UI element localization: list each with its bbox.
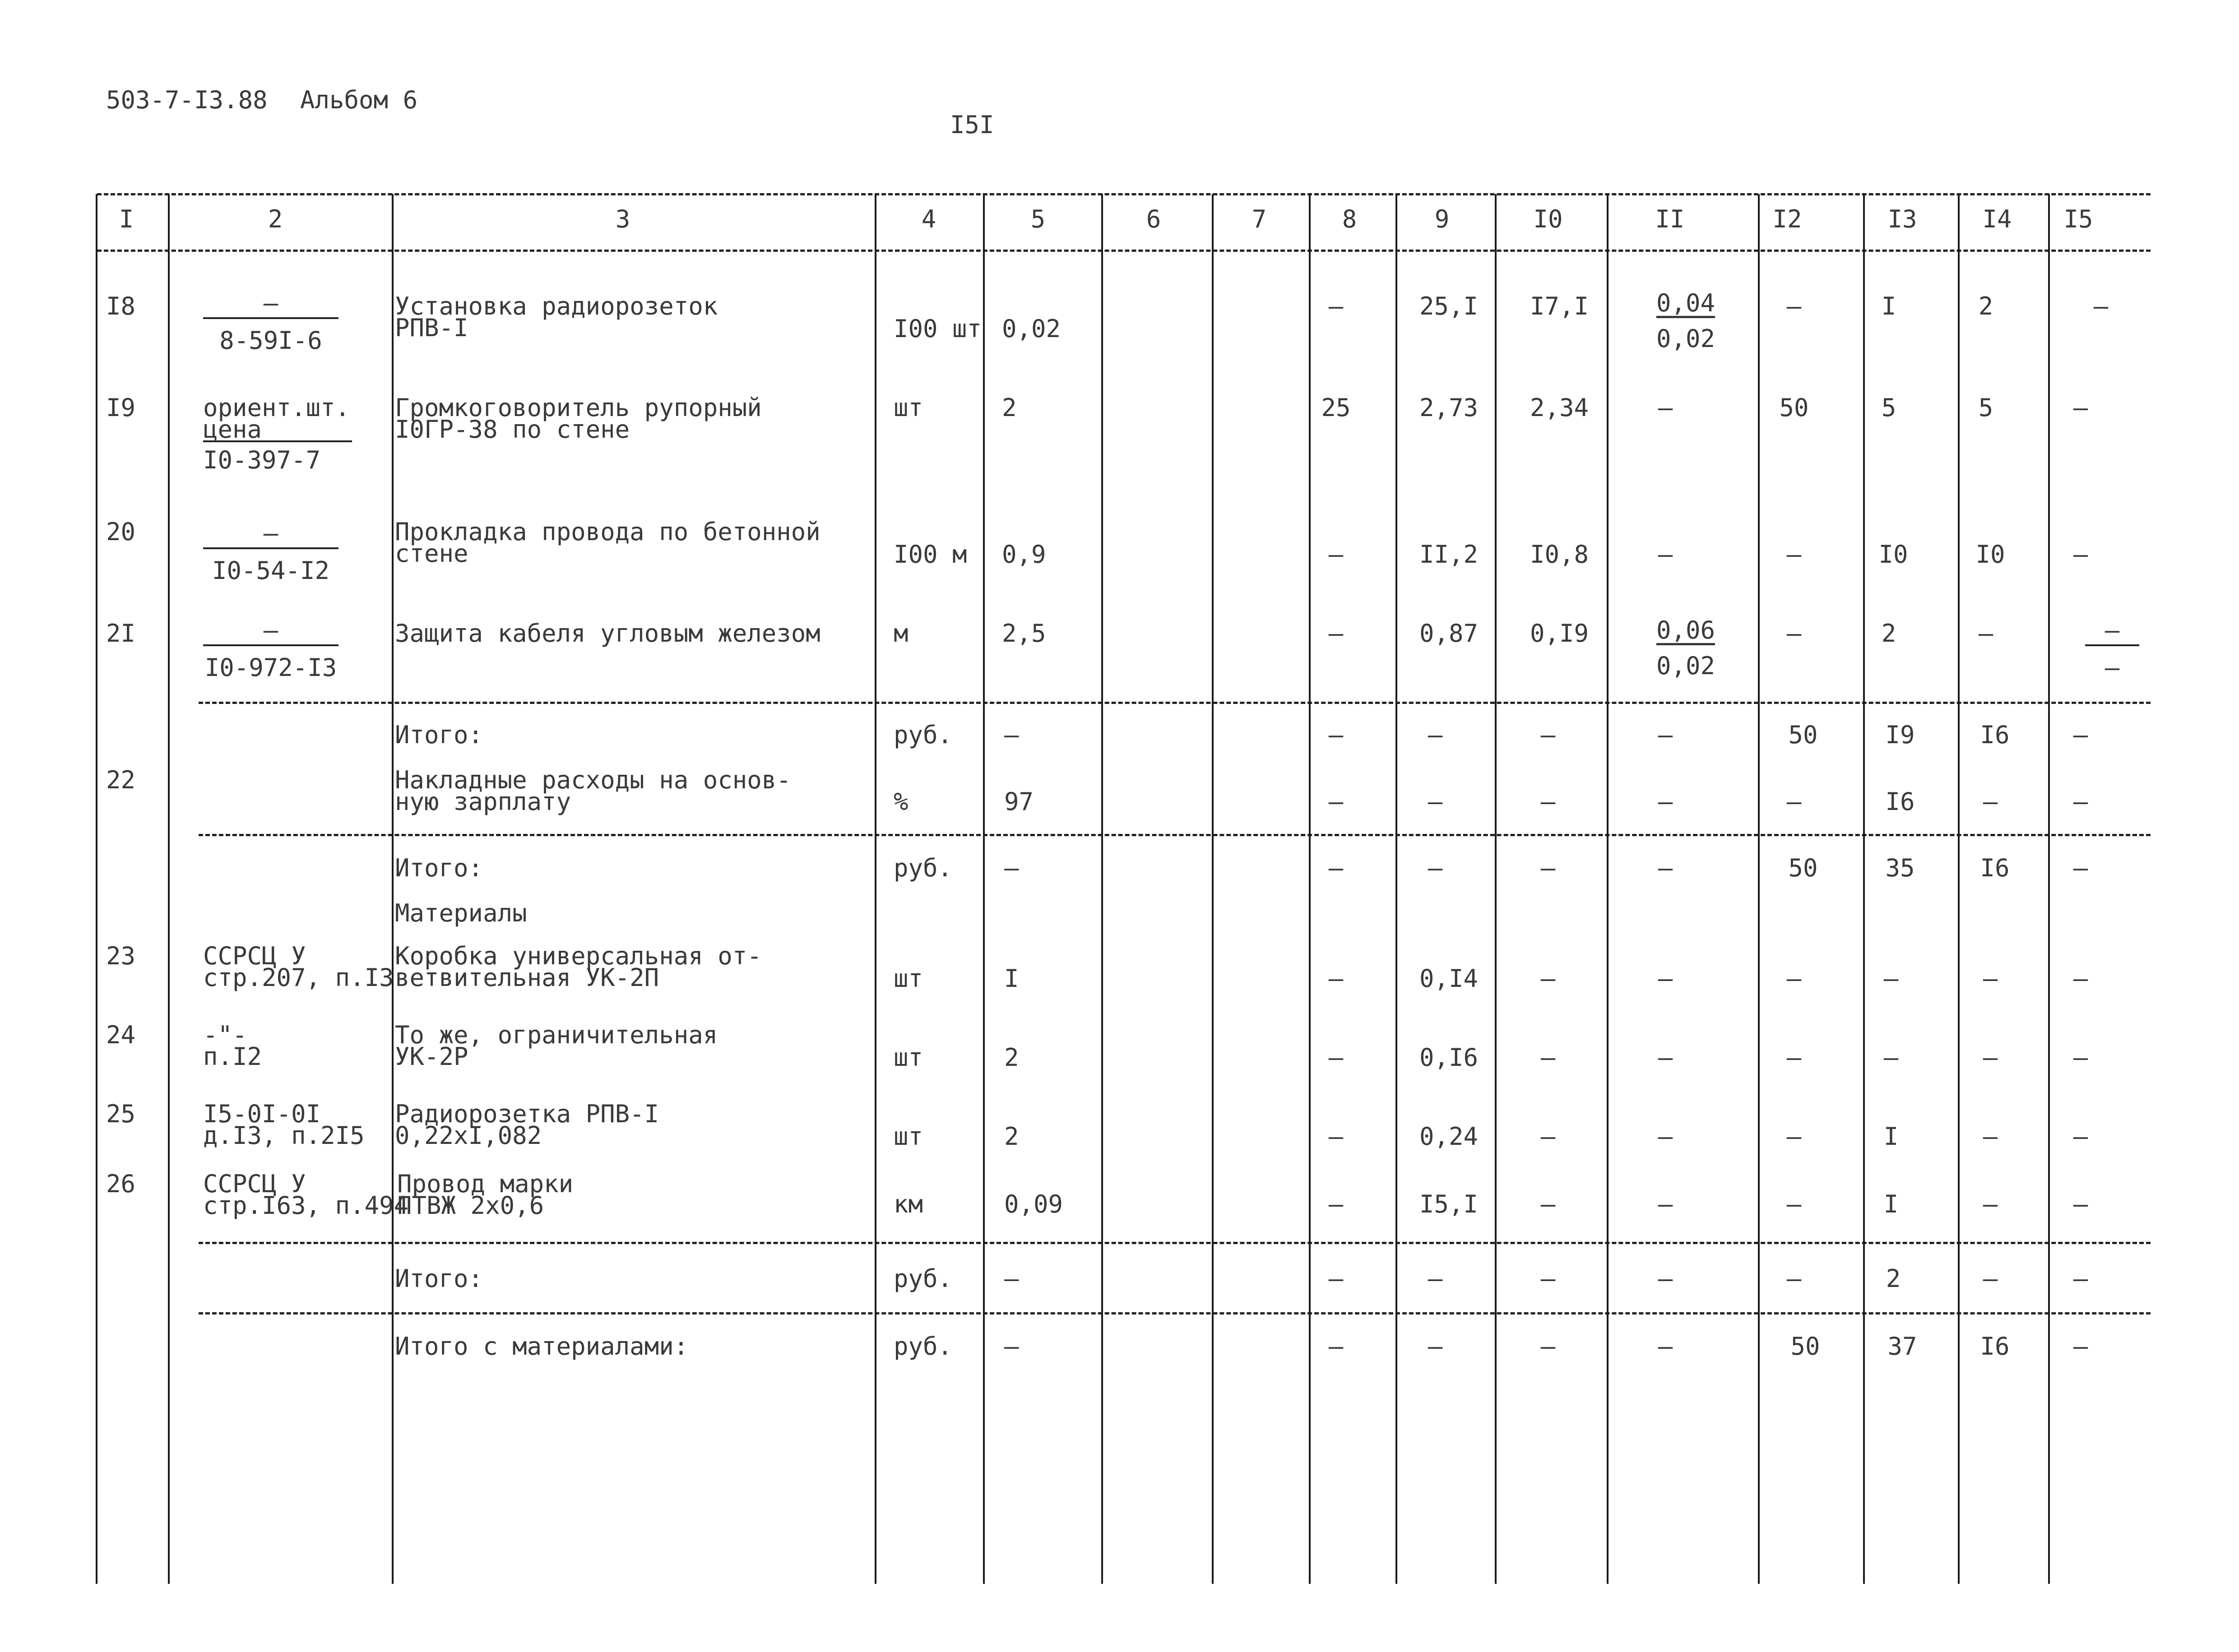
work-name-line: То же, ограничительная bbox=[395, 1021, 718, 1049]
work-name bbox=[397, 1170, 574, 1220]
reference-top: – bbox=[203, 519, 338, 549]
cell-13: – bbox=[1883, 964, 1899, 993]
work-name-line: ветвительная УК-2П bbox=[395, 963, 659, 992]
cell-13: I0 bbox=[1878, 540, 1908, 569]
cell-11: – bbox=[1658, 540, 1673, 569]
column-header: I0 bbox=[1533, 205, 1563, 233]
cell-10: – bbox=[1540, 1264, 1556, 1293]
reference-line: I0-397-7 bbox=[203, 446, 321, 474]
column-header: 3 bbox=[615, 205, 630, 233]
cell-9: 0,I4 bbox=[1419, 964, 1479, 993]
cell-8: – bbox=[1328, 540, 1344, 569]
cell-15: – bbox=[2073, 721, 2088, 749]
unit: руб. bbox=[894, 854, 953, 882]
header-separator bbox=[97, 250, 2151, 252]
reference-line: ССРСЦ У bbox=[203, 942, 306, 970]
quantity: 2 bbox=[1004, 1122, 1019, 1151]
row-number: 23 bbox=[106, 942, 136, 970]
cell-8: – bbox=[1328, 964, 1344, 993]
cell-14: – bbox=[1983, 1043, 1998, 1072]
reference-line: -"- bbox=[203, 1021, 247, 1049]
col-border bbox=[1607, 194, 1609, 1584]
work-name-line: ную зарплату bbox=[395, 787, 571, 816]
work-name-line: стене bbox=[395, 539, 468, 568]
work-name bbox=[395, 1021, 718, 1071]
unit: шт bbox=[894, 1122, 923, 1151]
reference-line: ССРСЦ У bbox=[203, 1170, 306, 1198]
cell-15: – bbox=[2073, 1264, 2088, 1293]
cell-11-bottom: 0,02 bbox=[1656, 652, 1715, 680]
cell-15: – bbox=[2073, 1043, 2088, 1072]
cell-14: I6 bbox=[1980, 1332, 2010, 1360]
col-border bbox=[96, 194, 97, 1584]
row-number: 26 bbox=[106, 1170, 136, 1198]
work-name bbox=[395, 518, 821, 568]
cell-11 bbox=[1656, 289, 1715, 353]
cell-9: – bbox=[1428, 721, 1443, 749]
reference-top: – bbox=[203, 616, 338, 646]
cell-9: – bbox=[1428, 1332, 1443, 1360]
cell-11 bbox=[1656, 616, 1715, 680]
work-name-line: 0,22хI,082 bbox=[395, 1121, 542, 1150]
column-header: 6 bbox=[1146, 205, 1161, 233]
cell-14: – bbox=[1983, 1190, 1998, 1218]
document-code: 503-7-I3.88 bbox=[106, 86, 268, 114]
quantity: 0,9 bbox=[1002, 540, 1046, 569]
cell-12: – bbox=[1786, 787, 1802, 816]
column-header: I5 bbox=[2063, 205, 2093, 233]
quantity: – bbox=[1004, 854, 1019, 882]
reference-bottom: I0-972-I3 bbox=[204, 653, 337, 682]
col-border bbox=[1395, 194, 1397, 1584]
work-name-line: Громкоговоритель рупорный bbox=[395, 393, 762, 422]
cell-8: – bbox=[1328, 1122, 1344, 1151]
cell-14: – bbox=[1983, 787, 1998, 816]
reference bbox=[203, 942, 394, 992]
cell-15 bbox=[2085, 616, 2139, 682]
cell-13: 2 bbox=[1886, 1264, 1901, 1293]
col-border bbox=[1958, 194, 1960, 1584]
cell-8: – bbox=[1328, 787, 1344, 816]
cell-8: – bbox=[1328, 854, 1344, 882]
cell-13: I bbox=[1883, 1122, 1899, 1151]
work-name bbox=[395, 942, 762, 992]
work-name-line: РПВ-I bbox=[395, 314, 468, 342]
cell-10: – bbox=[1540, 1043, 1556, 1072]
cell-12: 50 bbox=[1790, 1332, 1820, 1360]
cell-13: 2 bbox=[1881, 619, 1896, 648]
work-name-line: Накладные расходы на основ- bbox=[395, 766, 791, 794]
cell-15: – bbox=[2073, 854, 2088, 882]
reference-line: ориент.шт. bbox=[203, 393, 350, 422]
cell-11-bottom: 0,02 bbox=[1656, 324, 1715, 353]
column-header: 9 bbox=[1434, 205, 1450, 233]
reference-bottom: 8-59I-6 bbox=[219, 326, 322, 355]
reference-bottom: I0-54-I2 bbox=[212, 556, 330, 585]
reference bbox=[203, 289, 338, 355]
cell-12: – bbox=[1786, 964, 1802, 993]
column-header: I4 bbox=[1982, 205, 2012, 233]
reference bbox=[203, 519, 338, 585]
work-name-line: Прокладка провода по бетонной bbox=[395, 518, 821, 546]
work-name-line: Провод марки bbox=[397, 1170, 574, 1198]
cell-14: I6 bbox=[1980, 854, 2010, 882]
col-border bbox=[1101, 194, 1103, 1584]
row-label: Итого: bbox=[395, 1264, 483, 1293]
cell-9: II,2 bbox=[1419, 540, 1479, 569]
work-name bbox=[395, 393, 762, 444]
cell-12: 50 bbox=[1788, 721, 1818, 749]
cell-10: – bbox=[1540, 854, 1556, 882]
column-header: 2 bbox=[268, 205, 283, 233]
cell-11-top: 0,04 bbox=[1656, 289, 1715, 317]
cell-13: I9 bbox=[1885, 721, 1915, 749]
cell-10: – bbox=[1540, 1122, 1556, 1151]
row-number: 22 bbox=[106, 766, 136, 794]
reference-line: стр.I63, п.494 bbox=[203, 1191, 409, 1220]
column-header: II bbox=[1655, 205, 1685, 233]
reference-top: – bbox=[203, 289, 338, 319]
cell-11: – bbox=[1658, 854, 1673, 882]
cell-13: 37 bbox=[1887, 1332, 1917, 1360]
col-border bbox=[983, 194, 985, 1584]
unit: I00 м bbox=[894, 540, 967, 569]
cell-10: – bbox=[1540, 964, 1556, 993]
cell-12: 50 bbox=[1788, 854, 1818, 882]
cell-15: – bbox=[2073, 964, 2088, 993]
cell-9: – bbox=[1428, 854, 1443, 882]
col-border bbox=[392, 194, 394, 1584]
cell-14: – bbox=[1978, 619, 1993, 648]
separator-before-total4 bbox=[199, 1312, 2151, 1314]
row-label: Итого с материалами: bbox=[395, 1332, 689, 1360]
page-number: I5I bbox=[950, 111, 994, 139]
column-header: I3 bbox=[1887, 205, 1917, 233]
row-number: 24 bbox=[106, 1021, 136, 1049]
cell-14: I6 bbox=[1980, 721, 2010, 749]
cell-9: – bbox=[1428, 787, 1443, 816]
unit: I00 шт bbox=[894, 315, 982, 343]
row-number: 25 bbox=[106, 1100, 136, 1128]
cell-15: – bbox=[2073, 393, 2088, 422]
work-name-line: Радиорозетка РПВ-I bbox=[395, 1100, 659, 1128]
cell-10: – bbox=[1540, 787, 1556, 816]
cell-10: – bbox=[1540, 721, 1556, 749]
unit: шт bbox=[894, 393, 923, 422]
cell-9: – bbox=[1428, 1264, 1443, 1293]
quantity: 0,02 bbox=[1002, 315, 1061, 343]
col-border bbox=[1758, 194, 1760, 1584]
cell-15: – bbox=[2073, 787, 2088, 816]
quantity: 2 bbox=[1002, 393, 1017, 422]
column-header: 4 bbox=[921, 205, 936, 233]
quantity: I bbox=[1004, 964, 1019, 993]
cell-11: – bbox=[1658, 787, 1673, 816]
cell-9: 2,73 bbox=[1419, 393, 1479, 422]
section-heading-materials: Материалы bbox=[395, 899, 527, 927]
row-label: Итого: bbox=[395, 854, 483, 882]
cell-12: – bbox=[1786, 1043, 1802, 1072]
unit: шт bbox=[894, 1043, 923, 1072]
reference-line: п.I2 bbox=[203, 1042, 262, 1071]
cell-12: – bbox=[1786, 292, 1802, 320]
cell-8: – bbox=[1328, 619, 1344, 648]
reference-line: д.I3, п.2I5 bbox=[203, 1121, 365, 1150]
cell-14: – bbox=[1983, 1264, 1998, 1293]
col-border bbox=[2048, 194, 2050, 1584]
column-header: I bbox=[119, 205, 134, 233]
cell-8: 25 bbox=[1321, 393, 1351, 422]
quantity: – bbox=[1004, 1264, 1019, 1293]
cell-9: 0,87 bbox=[1419, 619, 1479, 648]
cell-11: – bbox=[1658, 393, 1673, 422]
cell-12: 50 bbox=[1779, 393, 1809, 422]
quantity: 97 bbox=[1004, 787, 1034, 816]
cell-13: 5 bbox=[1881, 393, 1896, 422]
col-border bbox=[1309, 194, 1311, 1584]
reference-line: цена bbox=[203, 419, 352, 442]
quantity: 2,5 bbox=[1002, 619, 1046, 648]
cell-14: – bbox=[1983, 1122, 1998, 1151]
cell-10: 0,I9 bbox=[1530, 619, 1589, 648]
cell-12: – bbox=[1786, 540, 1802, 569]
column-header: 7 bbox=[1252, 205, 1267, 233]
unit: м bbox=[894, 619, 909, 648]
cell-9: 0,I6 bbox=[1419, 1043, 1479, 1072]
reference bbox=[203, 616, 338, 682]
col-border bbox=[1863, 194, 1865, 1584]
separator-before-total1 bbox=[199, 702, 2151, 704]
quantity: – bbox=[1004, 1332, 1019, 1360]
row-label: Итого: bbox=[395, 721, 483, 749]
cell-12: – bbox=[1786, 619, 1802, 648]
reference-line: I5-0I-0I bbox=[203, 1100, 321, 1128]
column-header: 5 bbox=[1030, 205, 1046, 233]
cell-15: – bbox=[2073, 1332, 2088, 1360]
work-name-line: УК-2Р bbox=[395, 1042, 468, 1071]
cell-15-bottom: – bbox=[2105, 653, 2120, 682]
cell-14: I0 bbox=[1975, 540, 2005, 569]
col-border bbox=[1212, 194, 1214, 1584]
cell-15: – bbox=[2093, 292, 2109, 320]
row-number: I8 bbox=[106, 292, 136, 320]
column-header: 8 bbox=[1342, 205, 1357, 233]
separator-before-total3 bbox=[199, 1242, 2151, 1244]
row-number: 20 bbox=[106, 518, 136, 546]
album-label: Альбом 6 bbox=[300, 86, 418, 114]
col-border bbox=[168, 194, 170, 1584]
cell-8: – bbox=[1328, 721, 1344, 749]
cell-11: – bbox=[1658, 1332, 1673, 1360]
cell-11: – bbox=[1658, 964, 1673, 993]
cell-12: – bbox=[1786, 1122, 1802, 1151]
cell-15-top: – bbox=[2085, 616, 2139, 646]
cell-13: I bbox=[1883, 1190, 1899, 1218]
unit: руб. bbox=[894, 1264, 953, 1293]
quantity: 2 bbox=[1004, 1043, 1019, 1072]
quantity: – bbox=[1004, 721, 1019, 749]
row-number: I9 bbox=[106, 393, 136, 422]
work-name-line: ПТВЖ 2х0,6 bbox=[397, 1191, 544, 1220]
cell-10: – bbox=[1540, 1190, 1556, 1218]
cell-8: – bbox=[1328, 292, 1344, 320]
cell-14: 2 bbox=[1978, 292, 1993, 320]
reference bbox=[203, 1100, 365, 1150]
cell-13: – bbox=[1883, 1043, 1899, 1072]
work-name-line: Коробка универсальная от- bbox=[395, 942, 762, 970]
reference bbox=[203, 1021, 262, 1071]
reference bbox=[203, 393, 352, 478]
work-name bbox=[395, 766, 791, 816]
cell-13: 35 bbox=[1885, 854, 1915, 882]
cell-12: – bbox=[1786, 1190, 1802, 1218]
cell-11-top: 0,06 bbox=[1656, 616, 1715, 644]
cell-8: – bbox=[1328, 1264, 1344, 1293]
col-border bbox=[875, 194, 876, 1584]
cell-14: 5 bbox=[1978, 393, 1993, 422]
cell-12: – bbox=[1786, 1264, 1802, 1293]
unit: % bbox=[894, 787, 909, 816]
cell-15: – bbox=[2073, 540, 2088, 569]
cell-9: I5,I bbox=[1419, 1190, 1479, 1218]
quantity: 0,09 bbox=[1004, 1190, 1063, 1218]
work-name-line: Установка радиорозеток bbox=[395, 292, 718, 320]
cell-13: I6 bbox=[1885, 787, 1915, 816]
cell-14: – bbox=[1983, 964, 1998, 993]
cell-11: – bbox=[1658, 1264, 1673, 1293]
cell-10: – bbox=[1540, 1332, 1556, 1360]
cell-11: – bbox=[1658, 1043, 1673, 1072]
cell-10: I0,8 bbox=[1530, 540, 1589, 569]
cell-11: – bbox=[1658, 1190, 1673, 1218]
work-name-line: I0ГР-38 по стене bbox=[395, 415, 630, 444]
col-border bbox=[1495, 194, 1497, 1584]
unit: км bbox=[894, 1190, 923, 1218]
cell-8: – bbox=[1328, 1043, 1344, 1072]
unit: руб. bbox=[894, 1332, 953, 1360]
column-header: I2 bbox=[1772, 205, 1802, 233]
separator-before-total2 bbox=[199, 834, 2151, 836]
cell-15: – bbox=[2073, 1190, 2088, 1218]
reference bbox=[203, 1170, 409, 1220]
cell-11: – bbox=[1658, 721, 1673, 749]
work-name bbox=[395, 292, 718, 342]
cell-10: 2,34 bbox=[1530, 393, 1589, 422]
unit: руб. bbox=[894, 721, 953, 749]
reference-line: стр.207, п.I3 bbox=[203, 963, 394, 992]
work-name: Защита кабеля угловым железом bbox=[395, 619, 821, 648]
cell-10: I7,I bbox=[1530, 292, 1589, 320]
cell-8: – bbox=[1328, 1190, 1344, 1218]
cell-15: – bbox=[2073, 1122, 2088, 1151]
cell-8: – bbox=[1328, 1332, 1344, 1360]
unit: шт bbox=[894, 964, 923, 993]
work-name bbox=[395, 1100, 659, 1150]
row-number: 2I bbox=[106, 619, 136, 648]
cell-11: – bbox=[1658, 1122, 1673, 1151]
cell-13: I bbox=[1881, 292, 1896, 320]
table-top-border bbox=[97, 193, 2151, 195]
cell-9: 0,24 bbox=[1419, 1122, 1479, 1151]
cell-9: 25,I bbox=[1419, 292, 1479, 320]
